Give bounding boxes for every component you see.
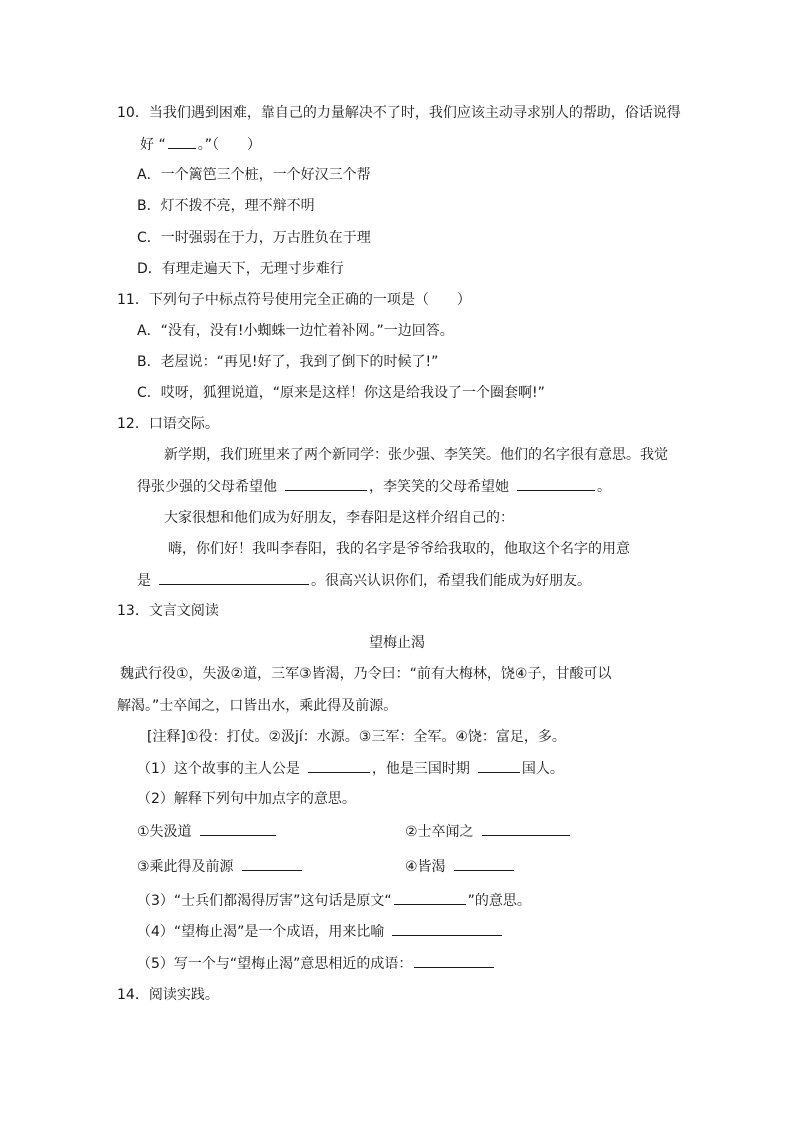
q13-word2-row <box>405 822 572 840</box>
q13-blank-word4[interactable] <box>454 857 514 871</box>
q13-blank-sub3[interactable] <box>394 891 466 905</box>
q13-blank-kingdom[interactable] <box>478 759 520 773</box>
q13-word4-row <box>405 857 516 875</box>
q13-word1-row <box>137 822 278 840</box>
q13-sub1-text-a: （1）这个故事的主人公是 <box>137 761 300 777</box>
q12-stem: 12．口语交际。 <box>117 416 219 432</box>
q12-paragraph3-line1: 嗨，你们好！我叫李春阳，我的名字是爷爷给我取的，他取这个名字的用意 <box>168 541 630 557</box>
q12-text-end: 。很高兴认识你们，希望我们能成为好朋友。 <box>311 573 591 589</box>
q10-stem-prefix: 好 “ <box>140 137 166 153</box>
q12-text-shi: 是 <box>137 573 151 589</box>
q13-sub5-text: （5）写一个与“望梅止渴”意思相近的成语： <box>137 956 413 972</box>
q12-blank-meaning[interactable] <box>159 571 309 585</box>
q13-notes: [注释]①役：打仗。②汲jí：水源。③三军：全军。④饶：富足，多。 <box>147 729 566 745</box>
q12-paragraph2: 大家很想和他们成为好朋友，李春阳是这样介绍自己的： <box>164 510 514 526</box>
q12-blank-li[interactable] <box>517 477 595 491</box>
q11-option-c: C．哎呀，狐狸说道，“原来是这样！你这是给我设了一个圈套啊!” <box>137 385 545 401</box>
q13-word2: ②士卒闻之 <box>405 824 474 840</box>
q13-blank-sub5[interactable] <box>414 954 494 968</box>
q10-answer-blank[interactable] <box>168 135 196 149</box>
q13-blank-word1[interactable] <box>200 822 276 836</box>
q10-option-d: D．有理走遍天下，无理寸步难行 <box>137 261 344 277</box>
q13-sub1 <box>137 759 564 777</box>
q13-stem: 13．文言文阅读 <box>117 603 219 619</box>
q13-word1: ①失汲道 <box>137 824 192 840</box>
q10-option-c: C．一时强弱在于力，万古胜负在于理 <box>137 230 371 246</box>
q13-passage-line1: 魏武行役①，失汲②道，三军③皆渴，乃令曰：“前有大梅林，饶④子，甘酸可以 <box>120 666 612 682</box>
q13-word3: ③乘此得及前源 <box>137 859 234 875</box>
q13-sub1-text-c: 国人。 <box>521 761 564 777</box>
q10-stem-line1: 10．当我们遇到困难，靠自己的力量解决不了时，我们应该主动寻求别人的帮助，俗话说得 <box>117 105 681 121</box>
q13-blank-word3[interactable] <box>242 857 302 871</box>
q13-sub3 <box>137 891 531 909</box>
q12-text-a: 得张少强的父母希望他 <box>137 479 277 495</box>
q13-sub2: （2）解释下列句中加点字的意思。 <box>137 791 356 807</box>
q13-sub1-text-b: ，他是三国时期 <box>371 761 470 777</box>
q12-blank-zhang[interactable] <box>285 477 367 491</box>
q13-blank-protagonist[interactable] <box>308 759 370 773</box>
q11-option-a: A．“没有，没有!小蜘蛛一边忙着补网。”一边回答。 <box>137 323 454 339</box>
q12-text-b: ，李笑笑的父母希望她 <box>369 479 509 495</box>
q13-passage-line2: 解渴。”士卒闻之，口皆出水，乘此得及前源。 <box>117 698 398 714</box>
q14-stem: 14．阅读实践。 <box>117 987 219 1003</box>
q13-word3-row <box>137 857 304 875</box>
q13-sub4-text: （4）“望梅止渴”是一个成语，用来比喻 <box>137 924 385 940</box>
q12-paragraph3-line2 <box>137 571 591 589</box>
q11-option-b: B．老屋说：“再见!好了，我到了倒下的时候了!” <box>137 354 439 370</box>
q10-option-a: A．一个篱笆三个桩，一个好汉三个帮 <box>137 167 371 183</box>
q12-text-c: 。 <box>597 479 611 495</box>
q13-word4: ④皆渴 <box>405 859 446 875</box>
q12-paragraph1-line1: 新学期，我们班里来了两个新同学：张少强、李笑笑。他们的名字很有意思。我觉 <box>164 447 668 463</box>
q10-option-b: B．灯不拨不亮，理不辩不明 <box>137 198 315 214</box>
q13-blank-sub4[interactable] <box>392 922 502 936</box>
q10-stem-suffix: 。”（ ） <box>197 137 261 153</box>
q13-sub5 <box>137 954 496 972</box>
q13-sub3-text-b: ”的意思。 <box>467 893 531 909</box>
q11-stem: 11．下列句子中标点符号使用完全正确的一项是（ ） <box>117 292 471 308</box>
q13-blank-word2[interactable] <box>482 822 570 836</box>
q12-paragraph1-line2 <box>137 477 611 495</box>
q13-passage-title: 望梅止渴 <box>369 635 425 651</box>
q13-sub3-text-a: （3）“士兵们都渴得厉害”这句话是原文“ <box>137 893 392 909</box>
q10-stem-line2 <box>140 135 261 153</box>
q13-sub4 <box>137 922 504 940</box>
